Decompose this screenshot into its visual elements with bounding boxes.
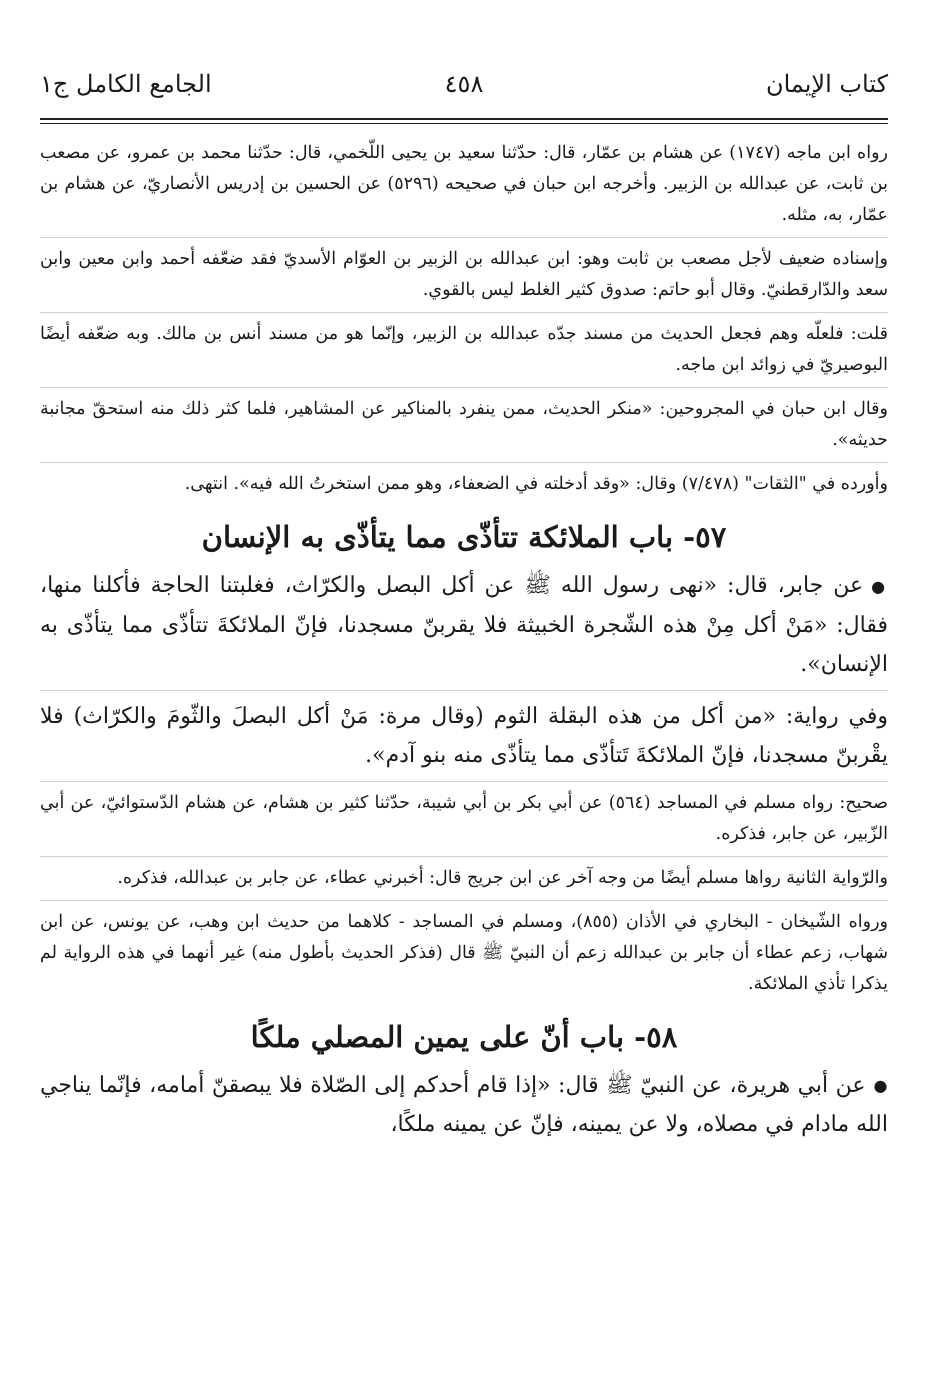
footnote-paragraph: صحيح: رواه مسلم في المساجد (٥٦٤) عن أبي بكر بن أبي شيبة، حدّثنا كثير بن هشام، عن هشام الدّستوائيّ، عن أبي الزّبير، عن جابر، فذكره. bbox=[40, 788, 888, 857]
book-page bbox=[40, 60, 888, 1350]
header-rule-thin bbox=[40, 123, 888, 124]
section-heading-58: ٥٨- باب أنّ على يمين المصلي ملكًا bbox=[250, 1019, 678, 1054]
footnote-paragraph: والرّواية الثانية رواها مسلم أيضًا من وجه آخر عن ابن جريج قال: أخبرني عطاء، عن جابر بن عبدالله، فذكره. bbox=[40, 863, 888, 901]
bullet-icon: ● bbox=[871, 576, 889, 596]
header-rule-thick bbox=[40, 118, 888, 120]
hadith-text bbox=[40, 1066, 888, 1151]
hadith-body: عن جابر، قال: «نهى رسول الله ﷺ عن أكل البصل والكرّاث، فغلبتنا الحاجة فأكلنا منها، فقال: «مَنْ أكل مِنْ هذه الشّجرة الخبيثة فلا يقربنّ مسجدنا، فإنّ الملائكةَ تتأذّى مما يتأذّى به الإنسان». bbox=[40, 573, 888, 677]
book-title: الجامع الكامل ج١ bbox=[40, 70, 212, 98]
footnote-paragraph: ورواه الشّيخان - البخاري في الأذان (٨٥٥)، ومسلم في المساجد - كلاهما من حديث ابن وهب، عن يونس، عن ابن شهاب، زعم عطاء أن جابر بن عبدالله زعم أن النبيّ ﷺ قال (فذكر الحديث بأطول منه) غير أنهما في هذه الرواية لم يذكرا تأذي الملائكة. bbox=[40, 911, 888, 994]
footnote-paragraph: وقال ابن حبان في المجروحين: «منكر الحديث، ممن ينفرد بالمناكير عن المشاهير، فلما كثر ذلك منه استحقّ مجانبة حديثه». bbox=[40, 394, 888, 463]
footnote-paragraph: قلت: فلعلّه وهم فجعل الحديث من مسند جدّه عبدالله بن الزبير، وإنّما هو من مسند أنس بن مالك. وبه ضعّفه أيضًا البوصيريّ في زوائد ابن ماجه. bbox=[40, 319, 888, 388]
footnote-paragraph: رواه ابن ماجه (١٧٤٧) عن هشام بن عمّار، قال: حدّثنا سعيد بن يحيى اللّخمي، قال: حدّثنا محمد بن عمرو، عن مصعب بن ثابت، عن عبدالله بن الزبير. وأخرجه ابن حبان في صحيحه (٥٢٩٦) عن الحسين بن إدريس الأنصاريّ، عن هشام بن عمّار، به، مثله. bbox=[40, 138, 888, 238]
section-heading-57: ٥٧- باب الملائكة تتأذّى مما يتأذّى به الإنسان bbox=[201, 520, 727, 554]
footnote-paragraph: وأورده في "الثقات" (٧/٤٧٨) وقال: «وقد أدخلته في الضعفاء، وهو ممن استخرتُ الله فيه». انتهى. bbox=[184, 474, 888, 494]
chapter-title: كتاب الإيمان bbox=[765, 70, 888, 98]
hadith-variant: وفي رواية: «من أكل من هذه البقلة الثوم (وقال مرة: مَنْ أكل البصلَ والثّومَ والكرّاث) فلا يقْربنّ مسجدنا، فإنّ الملائكةَ تَتأذّى مما يتأذّى منه بنو آدم». bbox=[40, 697, 888, 782]
footnote-paragraph: وإسناده ضعيف لأجل مصعب بن ثابت وهو: ابن عبدالله بن الزبير بن العوّام الأسديّ فقد ضعّفه أحمد وابن معين وابن سعد والدّارقطنيّ. وقال أبو حاتم: صدوق كثير الغلط ليس بالقوي. bbox=[40, 244, 888, 313]
hadith-text bbox=[40, 566, 888, 691]
hadith-body: عن أبي هريرة، عن النبيّ ﷺ قال: «إذا قام أحدكم إلى الصّلاة فلا يبصقنّ أمامه، فإنّما يناجي الله مادام في مصلاه، ولا عن يمينه، فإنّ عن يمينه ملكًا، bbox=[40, 1072, 888, 1137]
page-header bbox=[40, 60, 888, 104]
page-number: ٤٥٨ bbox=[444, 70, 484, 98]
page-content bbox=[40, 138, 888, 1156]
bullet-icon: ● bbox=[873, 1076, 888, 1095]
